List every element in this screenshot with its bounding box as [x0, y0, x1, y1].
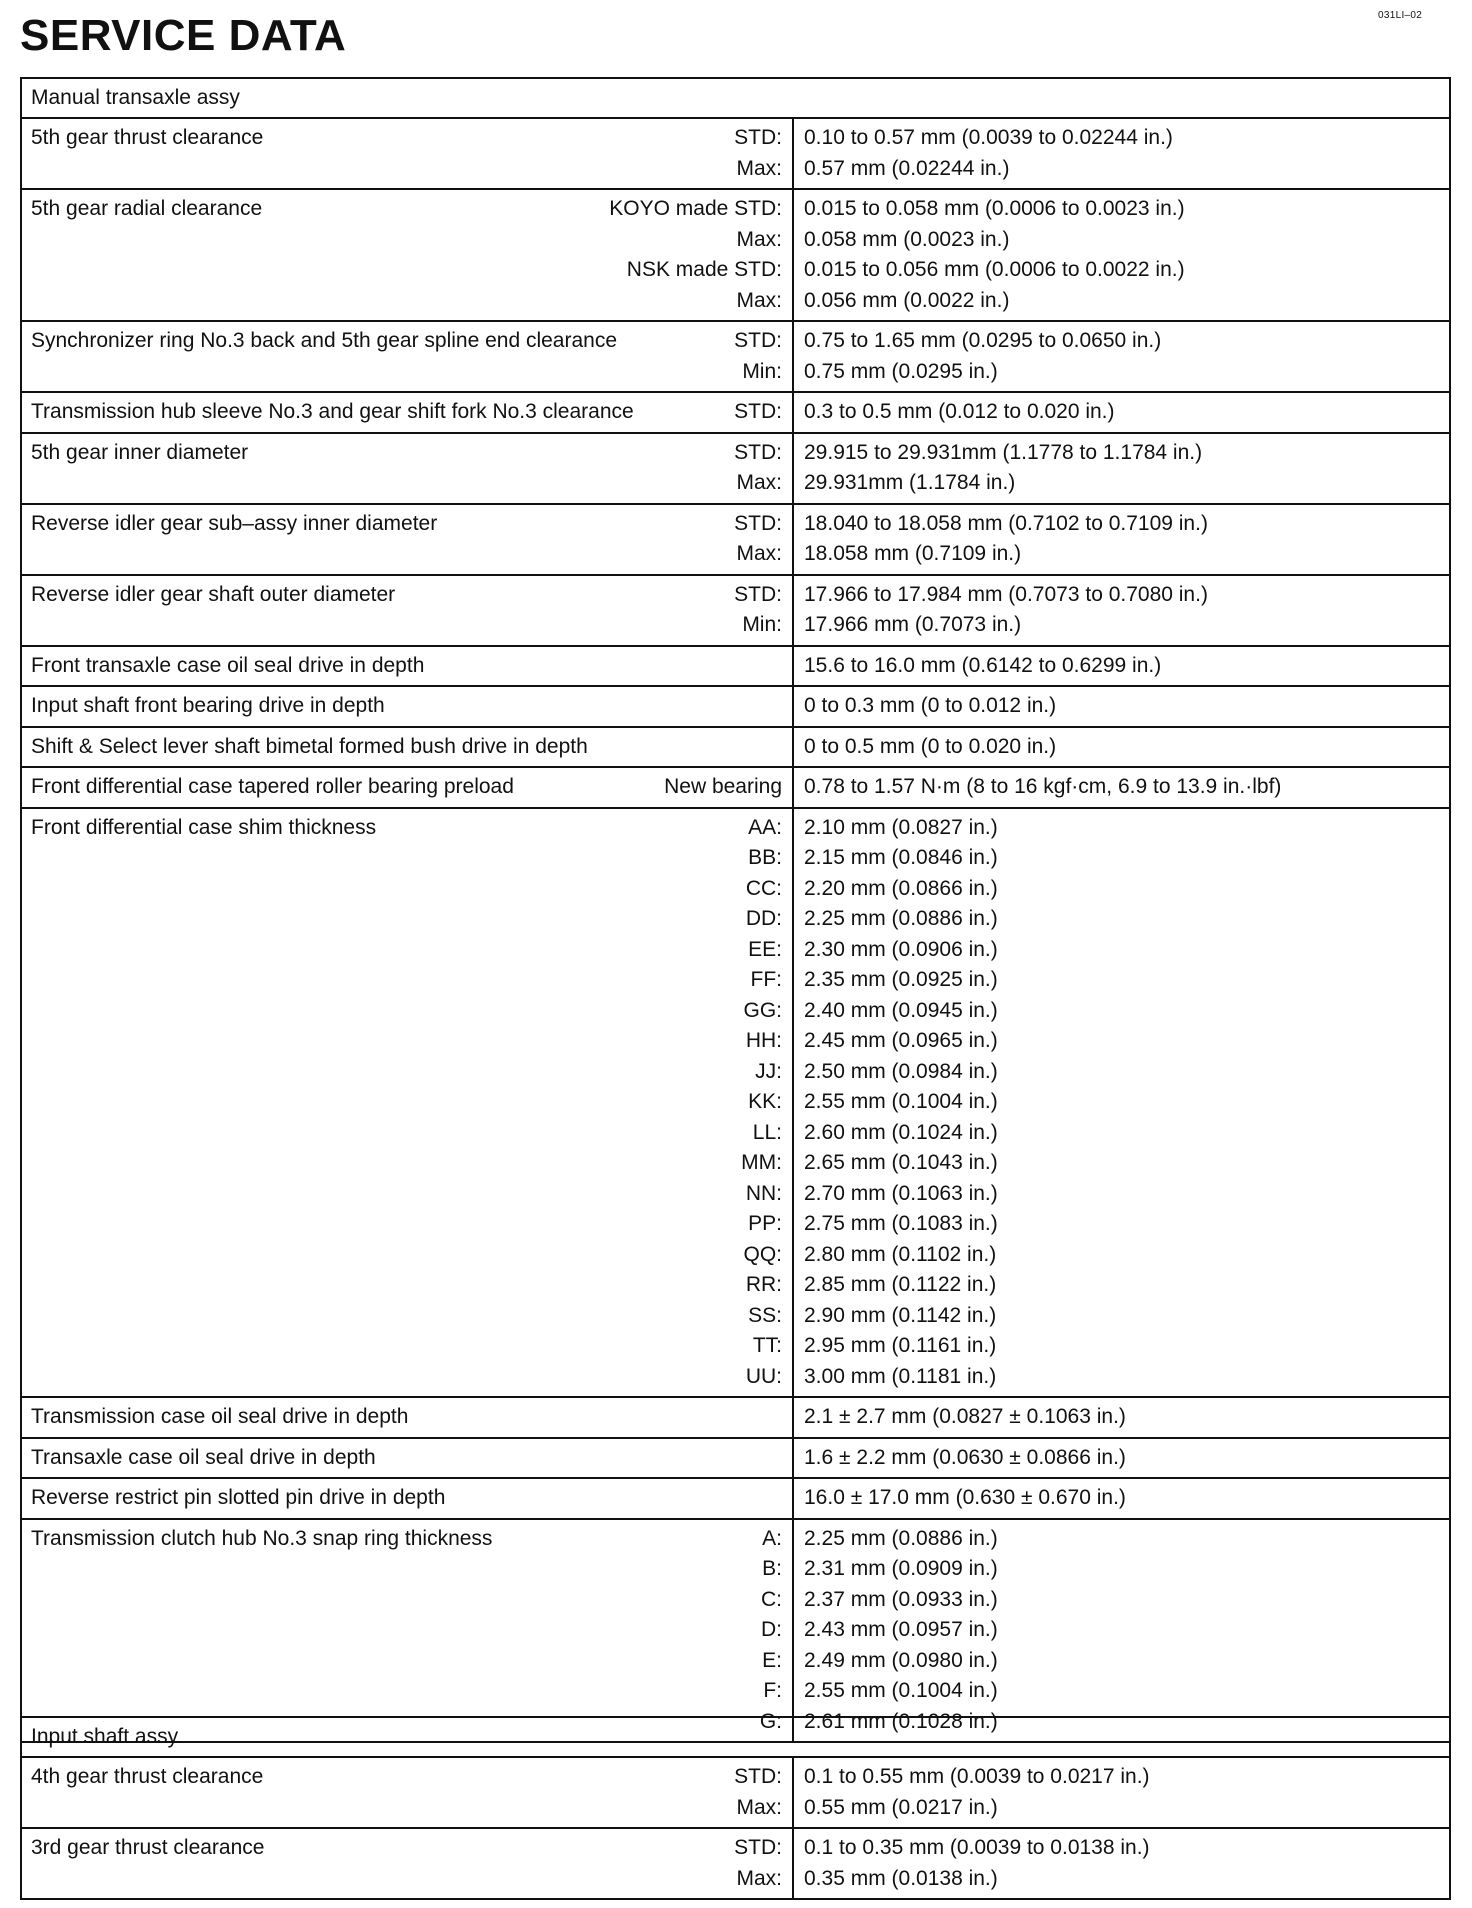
spec-value: 2.80 mm (0.1102 in.) — [804, 1242, 997, 1266]
spec-label: C: — [761, 1587, 782, 1611]
spec-value: 1.6 ± 2.2 mm (0.0630 ± 0.0866 in.) — [804, 1445, 1126, 1469]
table-row — [22, 766, 1449, 807]
spec-label: PP: — [748, 1212, 782, 1235]
spec-value: 0.3 to 0.5 mm (0.012 to 0.020 in.) — [804, 400, 1115, 423]
spec-value: 2.85 mm (0.1122 in.) — [804, 1273, 997, 1296]
spec-label: STD: — [734, 400, 782, 423]
spec-value: 2.70 mm (0.1063 in.) — [804, 1181, 998, 1205]
spec-value: 0 to 0.3 mm (0 to 0.012 in.) — [804, 694, 1057, 717]
spec-labels — [734, 1762, 782, 1823]
spec-label: KK: — [748, 1090, 782, 1113]
spec-label: FF: — [750, 968, 782, 991]
table-row — [22, 119, 1449, 188]
spec-value: 2.15 mm (0.0846 in.) — [804, 846, 998, 869]
item-cell — [22, 1758, 794, 1827]
spec-value: 0.015 to 0.056 mm (0.0006 to 0.0022 in.) — [804, 258, 1185, 281]
spec-label: Min: — [742, 613, 782, 636]
value-cell — [794, 1439, 1449, 1478]
spec-value: 0.1 to 0.55 mm (0.0039 to 0.0217 in.) — [804, 1765, 1150, 1788]
spec-value: 15.6 to 16.0 mm (0.6142 to 0.6299 in.) — [804, 653, 1162, 677]
item-name: Transmission hub sleeve No.3 and gear shift fork No.3 clearance — [31, 400, 634, 423]
value-cell — [794, 1829, 1449, 1898]
spec-label: Max: — [736, 471, 782, 494]
spec-value: 0.75 mm (0.0295 in.) — [804, 359, 998, 383]
spec-value: 0.78 to 1.57 N·m (8 to 16 kgf·cm, 6.9 to 13.9 in.·lbf) — [804, 775, 1282, 798]
value-cell — [794, 393, 1449, 432]
spec-label: STD: — [734, 582, 782, 606]
spec-value: 0 to 0.5 mm (0 to 0.020 in.) — [804, 734, 1057, 758]
spec-value: 2.1 ± 2.7 mm (0.0827 ± 0.1063 in.) — [804, 1405, 1126, 1428]
spec-value: 2.65 mm (0.1043 in.) — [804, 1151, 998, 1174]
spec-value: 0.75 to 1.65 mm (0.0295 to 0.0650 in.) — [804, 329, 1162, 352]
spec-label: MM: — [741, 1151, 782, 1174]
value-cell — [794, 322, 1449, 391]
table-row — [22, 726, 1449, 767]
spec-value: 0.35 mm (0.0138 in.) — [804, 1866, 998, 1890]
value-cell — [794, 505, 1449, 574]
spec-label: Max: — [736, 227, 782, 251]
spec-label: LL: — [752, 1120, 782, 1144]
spec-labels — [664, 772, 782, 803]
value-cell — [794, 728, 1449, 767]
manual-transaxle-table — [20, 77, 1451, 1743]
value-cell — [794, 809, 1449, 1397]
value-cell — [794, 647, 1449, 686]
item-name: Transmission clutch hub No.3 snap ring thickness — [31, 1526, 493, 1550]
section-header: Manual transaxle assy — [22, 79, 1449, 119]
spec-label: GG: — [743, 998, 782, 1022]
spec-value: 2.90 mm (0.1142 in.) — [804, 1303, 997, 1327]
table-row — [22, 503, 1449, 574]
table-row — [22, 807, 1449, 1397]
item-name: 3rd gear thrust clearance — [31, 1836, 265, 1859]
spec-value: 2.45 mm (0.0965 in.) — [804, 1029, 998, 1052]
table-row — [22, 1827, 1449, 1898]
spec-value: 0.058 mm (0.0023 in.) — [804, 227, 1010, 251]
item-cell — [22, 728, 794, 767]
item-name: 4th gear thrust clearance — [31, 1765, 264, 1788]
spec-label: STD: — [734, 511, 782, 535]
item-cell — [22, 393, 794, 432]
value-cell — [794, 687, 1449, 726]
spec-value: 0.55 mm (0.0217 in.) — [804, 1795, 998, 1819]
spec-label: Min: — [742, 359, 782, 383]
spec-labels — [734, 326, 782, 387]
item-name: 5th gear radial clearance — [31, 197, 263, 220]
spec-value: 0.10 to 0.57 mm (0.0039 to 0.02244 in.) — [804, 126, 1173, 149]
item-cell — [22, 434, 794, 503]
item-name: Synchronizer ring No.3 back and 5th gear spline end clearance — [31, 329, 618, 352]
item-cell — [22, 1398, 794, 1437]
spec-label: STD: — [734, 440, 782, 464]
value-cell — [794, 1398, 1449, 1437]
value-cell — [794, 434, 1449, 503]
table-row — [22, 645, 1449, 686]
item-cell — [22, 647, 794, 686]
spec-value: 2.55 mm (0.1004 in.) — [804, 1679, 998, 1702]
spec-labels — [734, 509, 782, 570]
value-cell — [794, 119, 1449, 188]
spec-value: 2.43 mm (0.0957 in.) — [804, 1618, 998, 1641]
spec-label: Max: — [736, 1795, 782, 1819]
value-cell — [794, 576, 1449, 645]
item-cell — [22, 119, 794, 188]
spec-value: 3.00 mm (0.1181 in.) — [804, 1364, 997, 1388]
spec-value: 2.35 mm (0.0925 in.) — [804, 968, 998, 991]
spec-value: 2.49 mm (0.0980 in.) — [804, 1648, 998, 1672]
table-row — [22, 1396, 1449, 1437]
table-row — [22, 1518, 1449, 1742]
spec-labels — [741, 813, 782, 1393]
spec-label: G: — [759, 1709, 782, 1733]
spec-label: STD: — [734, 1765, 782, 1788]
spec-label: UU: — [745, 1364, 782, 1388]
spec-label: F: — [763, 1679, 782, 1702]
item-name: 5th gear inner diameter — [31, 440, 249, 464]
spec-label: SS: — [748, 1303, 782, 1327]
item-name: Reverse restrict pin slotted pin drive in depth — [31, 1486, 446, 1509]
spec-value: 2.31 mm (0.0909 in.) — [804, 1557, 998, 1580]
page-title: SERVICE DATA — [20, 11, 347, 60]
item-cell — [22, 809, 794, 1397]
spec-label: STD: — [734, 1836, 782, 1859]
table-row — [22, 432, 1449, 503]
spec-value: 29.931mm (1.1784 in.) — [804, 471, 1016, 494]
spec-label: RR: — [745, 1273, 782, 1296]
spec-labels — [734, 123, 782, 184]
spec-label: D: — [761, 1618, 782, 1641]
spec-label: AA: — [748, 815, 782, 839]
spec-label: STD: — [734, 126, 782, 149]
table-row — [22, 574, 1449, 645]
spec-label: New bearing — [664, 775, 782, 798]
spec-value: 0.015 to 0.058 mm (0.0006 to 0.0023 in.) — [804, 197, 1185, 220]
spec-value: 16.0 ± 17.0 mm (0.630 ± 0.670 in.) — [804, 1486, 1126, 1509]
spec-labels — [609, 194, 782, 316]
spec-value: 18.058 mm (0.7109 in.) — [804, 542, 1022, 565]
spec-label: DD: — [745, 907, 782, 930]
spec-label: NN: — [745, 1181, 782, 1205]
spec-label: B: — [762, 1557, 782, 1580]
input-shaft-table — [20, 1716, 1451, 1900]
value-cell — [794, 768, 1449, 807]
spec-label: HH: — [745, 1029, 782, 1052]
table-row — [22, 391, 1449, 432]
value-cell — [794, 1758, 1449, 1827]
spec-label: KOYO made STD: — [609, 197, 782, 220]
spec-label: TT: — [752, 1334, 782, 1357]
spec-value: 0.1 to 0.35 mm (0.0039 to 0.0138 in.) — [804, 1836, 1150, 1859]
spec-value: 17.966 to 17.984 mm (0.7073 to 0.7080 in.) — [804, 582, 1208, 606]
spec-value: 18.040 to 18.058 mm (0.7102 to 0.7109 in.) — [804, 511, 1208, 535]
item-name: Transaxle case oil seal drive in depth — [31, 1445, 376, 1469]
spec-label: Max: — [736, 288, 782, 312]
value-cell — [794, 1520, 1449, 1742]
spec-label: BB: — [748, 846, 782, 869]
spec-value: 2.25 mm (0.0886 in.) — [804, 907, 998, 930]
spec-label: STD: — [734, 329, 782, 352]
spec-value: 29.915 to 29.931mm (1.1778 to 1.1784 in.) — [804, 440, 1203, 464]
spec-value: 0.056 mm (0.0022 in.) — [804, 288, 1010, 312]
spec-value: 2.20 mm (0.0866 in.) — [804, 876, 998, 900]
table-row — [22, 188, 1449, 320]
spec-value: 2.75 mm (0.1083 in.) — [804, 1212, 998, 1235]
table-row — [22, 1437, 1449, 1478]
spec-label: Max: — [736, 542, 782, 565]
value-cell — [794, 190, 1449, 320]
value-cell — [794, 1479, 1449, 1518]
spec-labels — [760, 1524, 782, 1738]
item-cell — [22, 1829, 794, 1898]
item-cell — [22, 687, 794, 726]
spec-value: 2.60 mm (0.1024 in.) — [804, 1120, 998, 1144]
item-cell — [22, 768, 794, 807]
spec-value: 0.57 mm (0.02244 in.) — [804, 156, 1010, 180]
spec-label: Max: — [736, 156, 782, 180]
spec-label: NSK made STD: — [626, 258, 782, 281]
spec-labels — [734, 580, 782, 641]
spec-value: 2.37 mm (0.0933 in.) — [804, 1587, 998, 1611]
table-row — [22, 1758, 1449, 1827]
spec-value: 2.95 mm (0.1161 in.) — [804, 1334, 997, 1357]
item-cell — [22, 505, 794, 574]
spec-label: JJ: — [755, 1059, 782, 1083]
item-name: Input shaft front bearing drive in depth — [31, 694, 385, 717]
item-name: Front transaxle case oil seal drive in depth — [31, 653, 425, 677]
item-name: Reverse idler gear sub–assy inner diameter — [31, 511, 438, 535]
item-name: Transmission case oil seal drive in depth — [31, 1405, 409, 1428]
item-name: Shift & Select lever shaft bimetal formed bush drive in depth — [31, 734, 588, 758]
spec-labels — [734, 397, 782, 428]
spec-label: E: — [762, 1648, 782, 1672]
spec-label: EE: — [748, 937, 782, 961]
spec-labels — [734, 1833, 782, 1894]
spec-value: 2.61 mm (0.1028 in.) — [804, 1709, 998, 1733]
table-row — [22, 320, 1449, 391]
item-cell — [22, 1479, 794, 1518]
item-name: Front differential case tapered roller bearing preload — [31, 775, 514, 798]
spec-label: QQ: — [743, 1242, 782, 1266]
spec-value: 2.25 mm (0.0886 in.) — [804, 1526, 998, 1550]
item-cell — [22, 322, 794, 391]
table-row — [22, 1477, 1449, 1518]
table-row — [22, 685, 1449, 726]
spec-value: 17.966 mm (0.7073 in.) — [804, 613, 1022, 636]
item-name: 5th gear thrust clearance — [31, 126, 264, 149]
document-id: 031LI–02 — [1378, 10, 1423, 21]
item-cell — [22, 190, 794, 320]
spec-labels — [734, 438, 782, 499]
item-name: Front differential case shim thickness — [31, 815, 377, 839]
item-cell — [22, 1439, 794, 1478]
item-cell — [22, 576, 794, 645]
item-cell — [22, 1520, 794, 1742]
item-name: Reverse idler gear shaft outer diameter — [31, 582, 396, 606]
spec-value: 2.30 mm (0.0906 in.) — [804, 937, 998, 961]
spec-value: 2.40 mm (0.0945 in.) — [804, 998, 998, 1022]
spec-label: Max: — [736, 1866, 782, 1890]
spec-label: CC: — [745, 876, 782, 900]
section-header: Input shaft assy — [22, 1718, 1449, 1758]
spec-value: 2.10 mm (0.0827 in.) — [804, 815, 998, 839]
spec-value: 2.55 mm (0.1004 in.) — [804, 1090, 998, 1113]
spec-value: 2.50 mm (0.0984 in.) — [804, 1059, 998, 1083]
spec-label: A: — [762, 1526, 782, 1550]
